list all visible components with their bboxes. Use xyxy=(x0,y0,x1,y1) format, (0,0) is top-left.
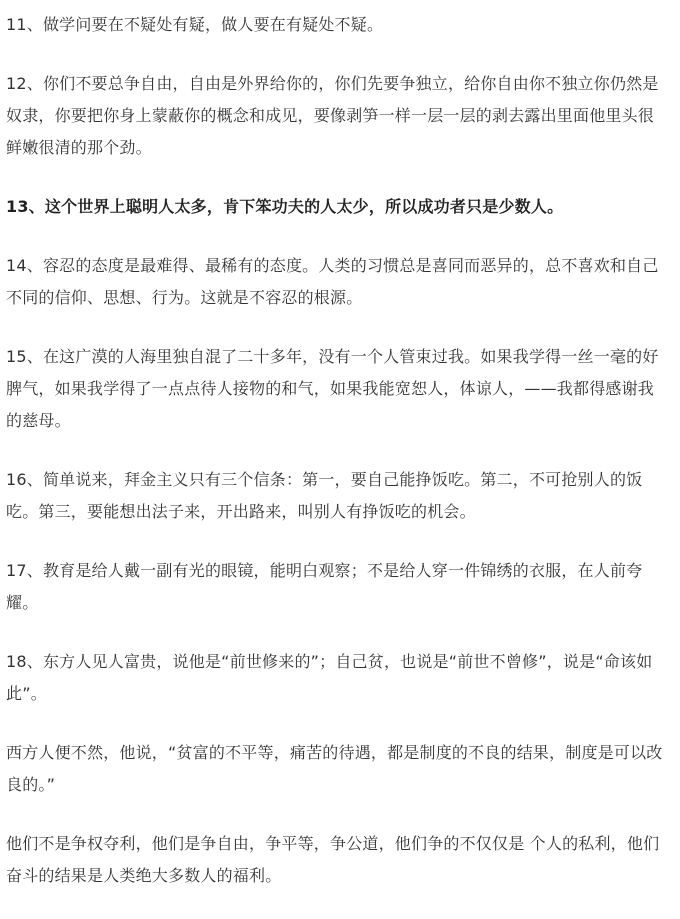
quote-paragraph-western: 西方人便不然，他说，“贫富的不平等，痛苦的待遇，都是制度的不良的结果，制度是可以改良的。” xyxy=(6,743,663,794)
quote-paragraph-14: 14、容忍的态度是最难得、最稀有的态度。人类的习惯总是喜同而恶异的，总不喜欢和自己不同的信仰、思想、行为。这就是不容忍的根源。 xyxy=(6,256,659,307)
quote-paragraph-struggle: 他们不是争权夺利，他们是争自由，争平等，争公道，他们争的不仅仅是 个人的私利，他们奋斗的结果是人类绝大多数人的福利。 xyxy=(6,834,660,885)
quote-paragraph-18: 18、东方人见人富贵，说他是“前世修来的”；自己贫，也说是“前世不曾修”，说是“命该如此”。 xyxy=(6,652,653,703)
quote-paragraph-16: 16、简单说来，拜金主义只有三个信条：第一，要自己能挣饭吃。第二，不可抢别人的饭吃。第三，要能想出法子来，开出路来，叫别人有挣饭吃的机会。 xyxy=(6,470,643,521)
quote-paragraph-11: 11、做学问要在不疑处有疑，做人要在有疑处不疑。 xyxy=(6,15,384,34)
quote-paragraph-13: 13、这个世界上聪明人太多，肯下笨功夫的人太少，所以成功者只是少数人。 xyxy=(6,197,564,216)
quote-paragraph-17: 17、教育是给人戴一副有光的眼镜，能明白观察；不是给人穿一件锦绣的衣服，在人前夸耀。 xyxy=(6,561,643,612)
article-body xyxy=(6,9,670,919)
quote-paragraph-15: 15、在这广漠的人海里独自混了二十多年，没有一个人管束过我。如果我学得一丝一毫的好脾气，如果我学得了一点点待人接物的和气，如果我能宽恕人，体谅人，——我都得感谢我的慈母。 xyxy=(6,347,659,430)
quote-paragraph-12: 12、你们不要总争自由，自由是外界给你的，你们先要争独立，给你自由你不独立你仍然是奴隶，你要把你身上蒙蔽你的概念和成见，要像剥笋一样一层一层的剥去露出里面他里头很鲜嫩很清的那个劲。 xyxy=(6,74,659,157)
